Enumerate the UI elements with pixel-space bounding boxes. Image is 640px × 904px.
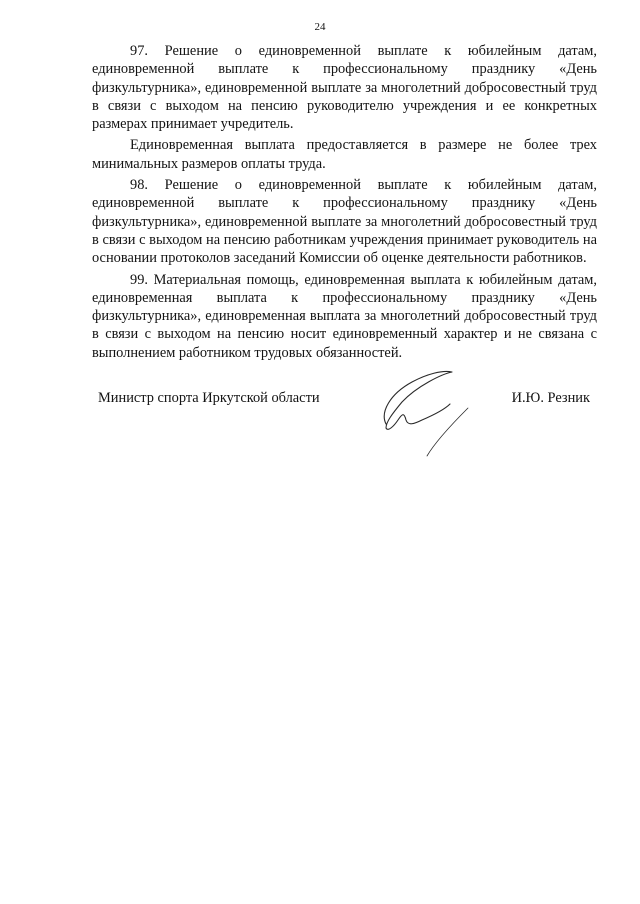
- document-body: [92, 42, 597, 365]
- signatory-name: И.Ю. Резник: [511, 390, 590, 406]
- page-number: 24: [314, 21, 326, 33]
- paragraph-one-time-payment-limit: Единовременная выплата предоставляется в размере не более трех минимальных размеров оплаты труда.: [92, 137, 597, 172]
- paragraph-98: 98. Решение о единовременной выплате к юбилейным датам, единовременной выплате к профессиональному празднику «День физкультурника», единовременной выплате за многолетний добросовестный труд в связи с выходом на пенсию работникам учреждения принимает руководитель на основании протоколов заседаний Комиссии об оценке деятельности работников.: [92, 177, 597, 267]
- signatory-position: Министр спорта Иркутской области: [98, 390, 320, 406]
- handwritten-signature: [372, 364, 482, 460]
- paragraph-99: 99. Материальная помощь, единовременная выплата к юбилейным датам, единовременная выплата к профессиональному празднику «День физкультурника», единовременная выплата за многолетний добросовестный труд в связи с выходом на пенсию носит единовременный характер и не связана с выполнением работником трудовых обязанностей.: [92, 271, 597, 361]
- signature-block: [98, 389, 590, 409]
- paragraph-97: 97. Решение о единовременной выплате к юбилейным датам, единовременной выплате к профессиональному празднику «День физкультурника», единовременной выплате за многолетний добросовестный труд в связи с выходом на пенсию руководителю учреждения и ее конкретных размерах принимает учредитель.: [92, 43, 597, 133]
- signature-stroke-main: [384, 371, 452, 429]
